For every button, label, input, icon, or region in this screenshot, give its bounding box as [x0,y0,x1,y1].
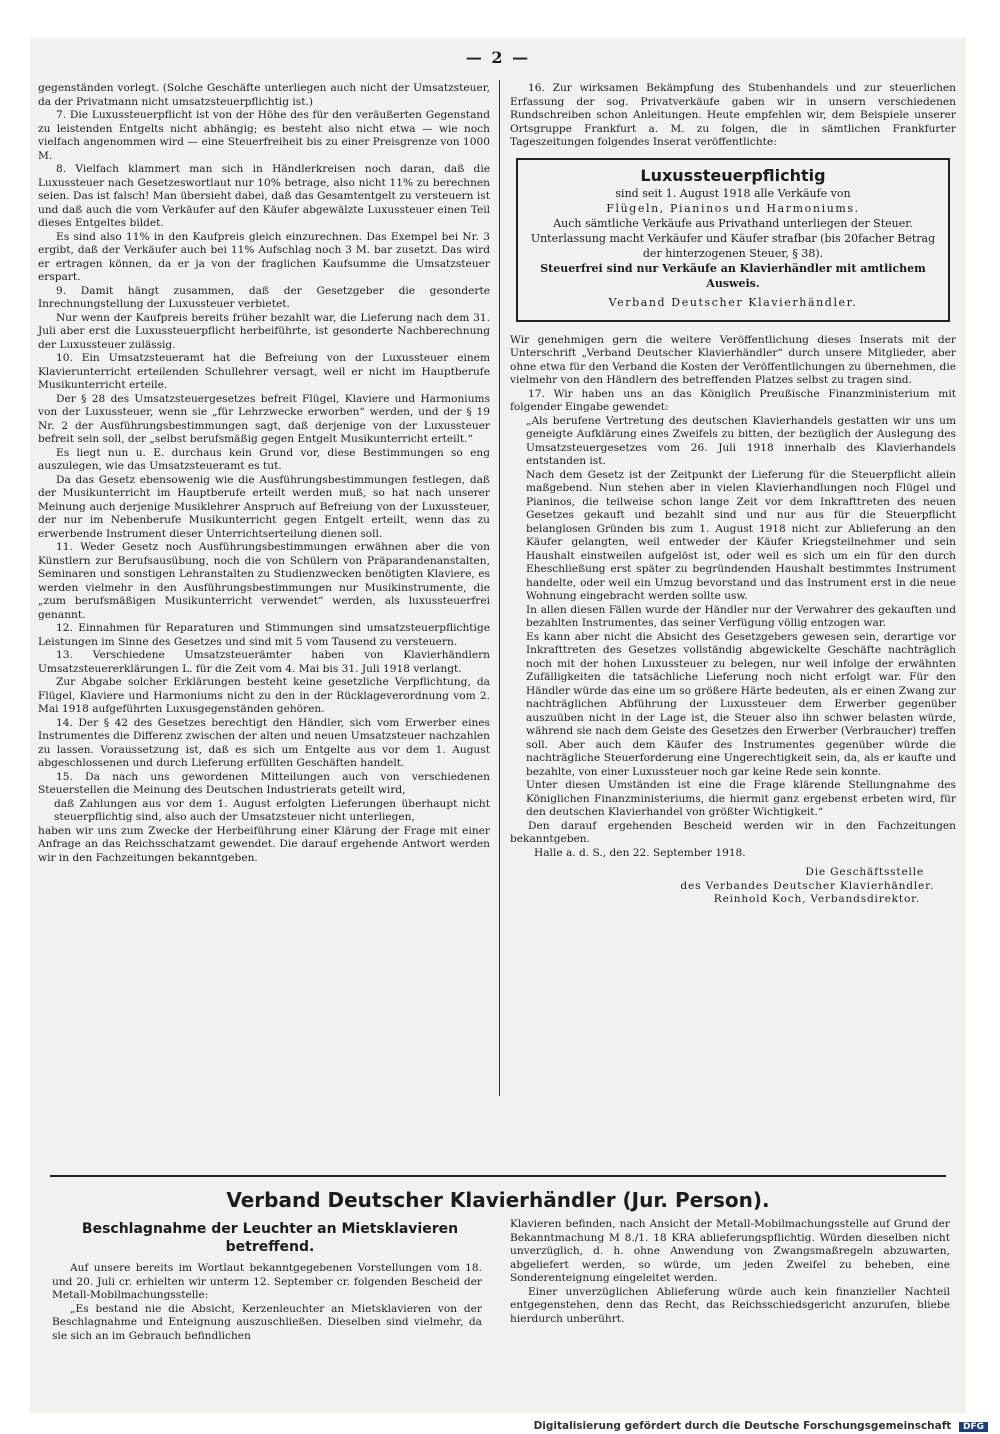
advert-title: Luxussteuerpflichtig [640,165,826,185]
paragraph: Halle a. d. S., den 22. September 1918. [534,846,746,859]
column-divider [499,80,500,1096]
advertisement-box [516,158,950,322]
paragraph: Auf unsere bereits im Wortlaut bekanntgegebenen Vorstellungen vom 18. und 20. Juli cr. erhielten wir unterm 12. September cr. folgenden Bescheid der Metall-Mobilmachungsstelle: [52,1262,482,1301]
paragraph: Nach dem Gesetz ist der Zeitpunkt der Lieferung für die Steuerpflicht allein maßgebend. Nun stehen aber in vielen Klavierhandlungen noch Flügel und Pianinos, die teilweise schon lange Zeit vor dem Inkrafttreten des neuen Gesetzes gekauft und bezahlt sind und nur aus für die Steuerpflicht belanglosen Gründen bis zum 1. August 1918 nicht zur Ablieferung an den Käufer gelangten, weil entweder der Käufer Kriegsteilnehmer und sein Haushalt einstweilen aufgelöst ist, oder weil es sich um ein für den durch Eheschließung erst später zu begründenden Haushalt bestimmtes Instrument handelte, oder weil ein Umzug bevorstand und das Instrument erst in die neue Wohnung eingebracht werden sollte usw. [526,468,956,602]
advert-line: Flügeln, Pianinos und Harmoniums. [606,201,860,215]
paragraph: 8. Vielfach klammert man sich in Händlerkreisen noch daran, daß die Luxussteuer nach Gesetzeswortlaut nur 10% betrage, also nicht 11% zu berechnen seien. Das ist falsch! Man übersieht dabei, daß das Gesamtentgelt zu versteuern ist und daß auch die vom Verkäufer auf den Käufer abgewälzte Luxussteuer einen Teil dieses Entgeltes bildet. [38,163,490,229]
paragraph: daß Zahlungen aus vor dem 1. August erfolgten Lieferungen überhaupt nicht steuerpflichtig sind, also auch der Umsatzsteuer nicht unterliegen, [54,797,490,823]
section-subtitle: Beschlagnahme der Leuchter an Mietsklavieren betreffend. [81,1221,459,1255]
advert-line: sind seit 1. August 1918 alle Verkäufe von [615,186,851,200]
page-number: — 2 — [465,48,531,67]
paragraph: 14. Der § 42 des Gesetzes berechtigt den Händler, sich vom Erwerber eines Instrumentes die Differenz zwischen der alten und neuen Umsatzsteuer nachzahlen zu lassen. Voraussetzung ist, daß es sich um Entgelte aus vor dem 1. August abgeschlossenen und durch Lieferung erfüllten Geschäften handelt. [38,716,490,769]
paragraph: Da das Gesetz ebensowenig wie die Ausführungsbestimmungen festlegen, daß der Musikunterricht im Hauptberufe erteilt werden muß, so hat nach unserer Meinung auch derjenige Musiklehrer Anspruch auf Befreiung von der Luxussteuer, der nur im Nebenberufe Musikunterricht gegen Entgelt erteilt, wenn das zu erwerbende Instrument dieser Unterrichtserteilung dienen soll. [38,473,490,540]
right-column-top [510,82,956,150]
section-rule [50,1175,946,1177]
paragraph: 16. Zur wirksamen Bekämpfung des Stubenhandels und zur steuerlichen Erfassung der sog. Privatverkäufe gaben wir in unsern verschiedenen Rundschreiben schon Anleitungen. Heute empfehlen wir, dem Beispiele unserer Ortsgruppe Frankfurt a. M. zu folgen, die in sämtlichen Frankfurter Tageszeitungen folgendes Inserat veröffentlichte: [510,82,956,148]
paragraph: „Es bestand nie die Absicht, Kerzenleuchter an Mietsklavieren von der Beschlagnahme und Enteignung auszuschließen. Dieselben sind vielmehr, da sie sich an im Gebrauch befindlichen [52,1302,482,1342]
right-column-bottom [510,334,956,861]
signature-line: des Verbandes Deutscher Klavierhändler. [680,879,934,892]
advert-line: Unterlassung macht Verkäufer und Käufer strafbar (bis 20facher Betrag der hinterzogenen Steuer, § 38). [530,231,936,260]
section-title: Verband Deutscher Klavierhändler (Jur. Person). [226,1188,770,1212]
signature-line: Reinhold Koch, Verbandsdirektor. [713,893,920,905]
paragraph: Es sind also 11% in den Kaufpreis gleich einzurechnen. Das Exempel bei Nr. 3 ergibt, daß der Verkäufer auch bei 11% Aufschlag noch 3 M. bar zusetzt. Das wird er ertragen können, da er ja von der fraglichen Kaufsumme die Umsatzsteuer erspart. [38,230,490,283]
left-column [38,82,490,865]
dfg-logo: DFG [959,1422,988,1432]
newspaper-page [30,38,966,1413]
paragraph: In allen diesen Fällen wurde der Händler nur der Verwahrer des gekauften und bezahlten Instrumentes, das seiner Verfügung völlig entzogen war. [526,603,956,629]
paragraph: Nur wenn der Kaufpreis bereits früher bezahlt war, die Lieferung nach dem 31. Juli aber erst die Luxussteuerpflicht herbeiführte, ist gesonderte Nachberechnung der Luxussteuer zulässig. [38,311,490,351]
footer-credit [534,1420,988,1432]
paragraph: 10. Ein Umsatzsteueramt hat die Befreiung von der Luxussteuer einem Klavierunterricht erteilenden Schullehrer versagt, weil er nicht im Hauptberufe Musikunterricht erteile. [38,352,490,391]
paragraph: 7. Die Luxussteuerpflicht ist von der Höhe des für den veräußerten Gegenstand zu leistenden Entgelts nicht abhängig; es besteht also nicht etwa — wie noch vielfach angenommen wird — eine Steuerfreiheit bis zu einer Preisgrenze von 1000 M. [38,109,490,162]
paragraph: Wir genehmigen gern die weitere Veröffentlichung dieses Inserats mit der Unterschrift „Verband Deutscher Klavierhändler“ durch unsere Mitglieder, aber ohne etwa für den Verband die Kosten der Veröffentlichungen zu übernehmen, die vielmehr von den Händlern des betreffenden Platzes selbst zu tragen sind. [510,333,956,386]
paragraph: Zur Abgabe solcher Erklärungen besteht keine gesetzliche Verpflichtung, da Flügel, Klaviere und Harmoniums nicht zu den in der Rücklageverordnung vom 2. Mai 1918 aufgeführten Luxusgegenständen gehören. [38,676,490,715]
bottom-left-column [52,1262,482,1343]
advert-signature: Verband Deutscher Klavierhändler. [608,295,858,309]
paragraph: Es kann aber nicht die Absicht des Gesetzgebers gewesen sein, derartige vor Inkrafttreten des Gesetzes vollständig abgewickelte Geschäfte nachträglich noch mit der hohen Luxussteuer zu belegen, nur weil infolge der erwähnten Zufälligkeiten die tatsächliche Lieferung noch nicht erfolgt war. Für den Händler würde das eine um so größere Härte bedeuten, als er einen Zwang zur nachträglichen Abführung der Luxussteuer dem Erwerber gegenüber auszuüben nicht in der Lage ist, die Steuer also ihn schwer belasten würde, während sie nach dem Geiste des Gesetzes den Erwerber (Verbraucher) treffen soll. Aber auch dem Käufer des Instrumentes gegenüber würde die nachträgliche Steuerforderung eine Ungerechtigkeit sein, da, als er kaufte und bezahlte, von einer Luxussteuer noch gar keine Rede sein konnte. [526,630,956,778]
paragraph: Unter diesen Umständen ist eine die Frage klärende Stellungnahme des Königlichen Finanzministeriums, die hiermit ganz ergebenst erbeten wird, für den deutschen Klavierhandel von größter Wichtigkeit.“ [526,779,956,818]
paragraph: Klavieren befinden, nach Ansicht der Metall-Mobilmachungsstelle auf Grund der Bekanntmachung M 8./1. 18 KRA ablieferungspflichtig. Würden dieselben nicht unverzüglich, d. h. ohne Anwendung von Zwangsmaßregeln abzuwarten, abgeliefert werden, so würde, um jeden Zweifel zu beheben, eine Sonderenteignung eingeleitet werden. [510,1218,950,1284]
footer-text: Digitalisierung gefördert durch die Deutsche Forschungsgemeinschaft [533,1420,952,1432]
right-column [510,82,956,907]
bottom-right-column [510,1218,950,1326]
paragraph: Den darauf ergehenden Bescheid werden wir in den Fachzeitungen bekanntgeben. [510,819,956,845]
signature-block [510,866,956,907]
paragraph: 9. Damit hängt zusammen, daß der Gesetzgeber die gesonderte Inrechnungstellung der Luxussteuer verbietet. [38,284,490,310]
advert-line: Auch sämtliche Verkäufe aus Privathand unterliegen der Steuer. [553,216,913,230]
paragraph: gegenständen vorlegt. (Solche Geschäfte unterliegen auch nicht der Umsatzsteuer, da der Privatmann nicht umsatzsteuerpflichtig ist.) [38,82,490,108]
signature-line: Die Geschäftsstelle [805,866,924,878]
paragraph: 12. Einnahmen für Reparaturen und Stimmungen sind umsatzsteuerpflichtige Leistungen im Sinne des Gesetzes und sind mit 5 vom Tausend zu versteuern. [38,622,490,648]
paragraph: Der § 28 des Umsatzsteuergesetzes befreit Flügel, Klaviere und Harmoniums von der Luxussteuer, wenn sie „für Lehrzwecke erworben“ werden, und der § 19 Nr. 2 der Ausführungsbestimmungen sagt, daß derjenige von der Luxussteuer befreit sein soll, der „selbst berufsmäßig gegen Entgelt Musikunterricht erteilt.“ [38,392,490,445]
paragraph: 13. Verschiedene Umsatzsteuerämter haben von Klavierhändlern Umsatzsteuererklärungen L. für die Zeit vom 4. Mai bis 31. Juli 1918 verlangt. [38,649,490,675]
paragraph: 15. Da nach uns gewordenen Mitteilungen auch von verschiedenen Steuerstellen die Meinung des Deutschen Industrierats geteilt wird, [38,770,490,796]
paragraph: 17. Wir haben uns an das Königlich Preußische Finanzministerium mit folgender Eingabe gewendet: [510,387,956,413]
paragraph: haben wir uns zum Zwecke der Herbeiführung einer Klärung der Frage mit einer Anfrage an das Reichsschatzamt gewendet. Die darauf ergehende Antwort werden wir in den Fachzeitungen bekanntgeben. [38,824,490,864]
paragraph: Einer unverzüglichen Ablieferung würde auch kein finanzieller Nachteil entgegenstehen, denn das Recht, das Reichsschiedsgericht anzurufen, bliebe hierdurch unberührt. [510,1285,950,1325]
paragraph: „Als berufene Vertretung des deutschen Klavierhandels gestatten wir uns um geneigte Aufklärung eines Zweifels zu bitten, der bezüglich der Auslegung des Umsatzsteuergesetzes vom 26. Juli 1918 innerhalb des Klavierhandels entstanden ist. [526,414,956,467]
advert-line: Steuerfrei sind nur Verkäufe an Klavierhändler mit amtlichem Ausweis. [540,261,926,290]
paragraph: Es liegt nun u. E. durchaus kein Grund vor, diese Bestimmungen so eng auszulegen, wie das Umsatzsteueramt es tut. [38,446,490,472]
paragraph: 11. Weder Gesetz noch Ausführungsbestimmungen erwähnen aber die von Künstlern zur Berufsausübung, noch die von Schülern von Präparandenanstalten, Seminaren und sonstigen Lehranstalten zu Studienzwecken benötigten Klaviere, es werden vielmehr in den Ausführungsbestimmungen nur Musikinstrumente, die „zum berufsmäßigen Musikunterricht verwendet“ werden, als luxussteuerfrei genannt. [38,541,490,621]
